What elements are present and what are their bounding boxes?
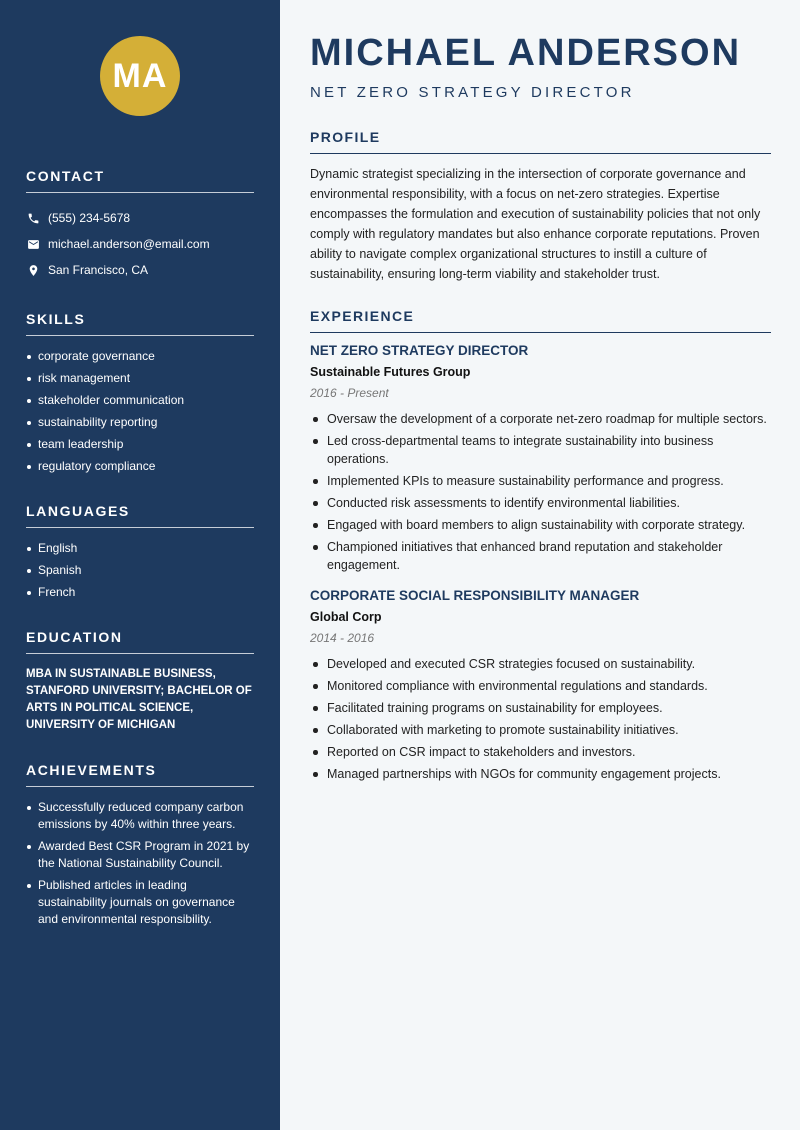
language-item: French [26,584,254,601]
job-bullet: Developed and executed CSR strategies focused on sustainability. [310,655,771,673]
languages-heading: LANGUAGES [26,503,254,528]
achievements-section [26,762,254,928]
skill-item: team leadership [26,436,254,453]
avatar: MA [100,36,180,116]
job-bullet: Reported on CSR impact to stakeholders and investors. [310,743,771,761]
job-bullet: Implemented KPIs to measure sustainability performance and progress. [310,472,771,490]
phone-icon [26,211,40,225]
job-bullet: Monitored compliance with environmental regulations and standards. [310,677,771,695]
contact-section [26,168,254,283]
skill-item: regulatory compliance [26,458,254,475]
location-text: San Francisco, CA [48,263,149,277]
education-section [26,629,254,734]
skills-list [26,348,254,475]
job-entry [310,343,771,574]
language-item: Spanish [26,562,254,579]
education-text: MBA IN SUSTAINABLE BUSINESS, STANFORD UNIVERSITY; BACHELOR OF ARTS IN POLITICAL SCIENCE, UNIVERSITY OF MICHIGAN [26,668,252,731]
location-pin-icon [26,263,40,277]
skill-item: sustainability reporting [26,414,254,431]
job-bullet: Facilitated training programs on sustainability for employees. [310,699,771,717]
skill-item: corporate governance [26,348,254,365]
languages-list [26,540,254,601]
education-heading: EDUCATION [26,629,254,654]
candidate-title: NET ZERO STRATEGY DIRECTOR [310,84,635,101]
job-company: Sustainable Futures Group [310,365,471,379]
achievement-item: Published articles in leading sustainability journals on governance and environmental responsibility. [26,877,254,928]
job-bullet: Conducted risk assessments to identify environmental liabilities. [310,494,771,512]
language-item: English [26,540,254,557]
skills-heading: SKILLS [26,311,254,336]
job-title: NET ZERO STRATEGY DIRECTOR [310,343,529,358]
job-bullet: Managed partnerships with NGOs for community engagement projects. [310,765,771,783]
job-company: Global Corp [310,610,382,624]
profile-heading: PROFILE [310,129,771,154]
contact-location [26,257,254,283]
profile-text: Dynamic strategist specializing in the intersection of corporate governance and environmental responsibility, with a focus on net-zero strategies. Expertise encompasses the formulation and execution of sustainability policies that not only comply with regulatory mandates but also enhance corporate reputations. Proven ability to navigate complex organizational structures to instill a culture of sustainability, ensuring long-term viability and stakeholder trust. [310,167,761,281]
experience-heading: EXPERIENCE [310,308,771,333]
job-bullet: Engaged with board members to align sustainability with corporate strategy. [310,516,771,534]
languages-section [26,503,254,601]
job-bullet: Collaborated with marketing to promote sustainability initiatives. [310,721,771,739]
contact-email [26,231,254,257]
main-content [280,0,800,1130]
skills-section [26,311,254,475]
achievement-item: Successfully reduced company carbon emissions by 40% within three years. [26,799,254,833]
achievement-item: Awarded Best CSR Program in 2021 by the National Sustainability Council. [26,838,254,872]
job-bullet: Championed initiatives that enhanced brand reputation and stakeholder engagement. [310,538,771,574]
job-bullet: Oversaw the development of a corporate net-zero roadmap for multiple sectors. [310,410,771,428]
achievements-list [26,799,254,928]
skill-item: risk management [26,370,254,387]
sidebar [0,0,280,1130]
achievements-heading: ACHIEVEMENTS [26,762,254,787]
job-dates: 2016 - Present [310,386,389,400]
job-bullet: Led cross-departmental teams to integrate sustainability into business operations. [310,432,771,468]
job-title: CORPORATE SOCIAL RESPONSIBILITY MANAGER [310,588,640,603]
email-icon [26,237,40,251]
job-dates: 2014 - 2016 [310,631,375,645]
job-bullets [310,410,771,574]
email-text: michael.anderson@email.com [48,237,210,251]
job-bullets [310,655,771,783]
phone-text: (555) 234-5678 [48,211,131,225]
contact-phone [26,205,254,231]
profile-section [310,129,771,284]
job-entry [310,588,771,783]
skill-item: stakeholder communication [26,392,254,409]
experience-section [310,308,771,783]
contact-heading: CONTACT [26,168,254,193]
candidate-name: MICHAEL ANDERSON [310,32,742,74]
